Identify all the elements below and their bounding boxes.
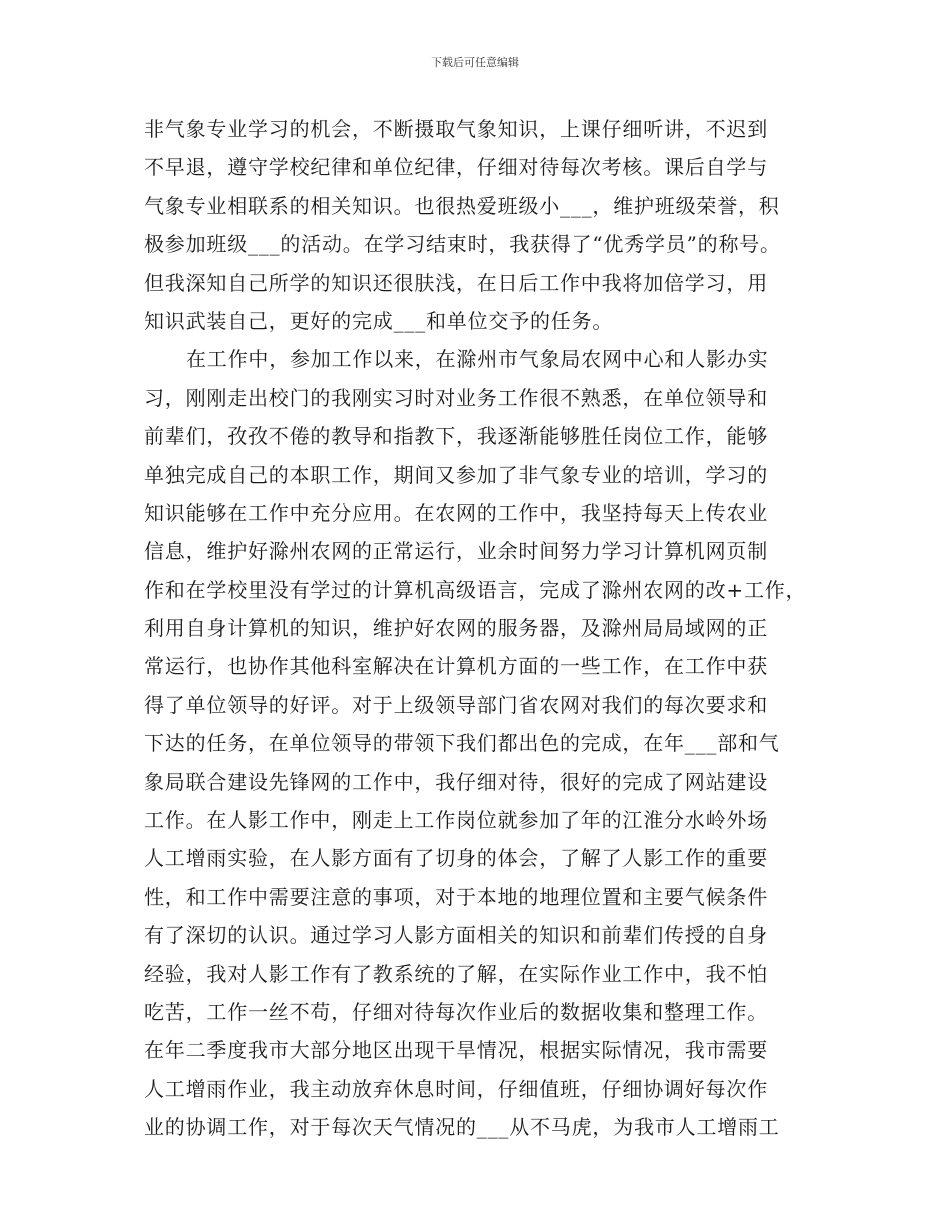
text-line: 人工增雨作业，我主动放弃休息时间，仔细值班，仔细协调好每次作 [144, 1076, 768, 1101]
paragraph-start-line: 在工作中，参加工作以来，在滁州市气象局农网中心和人影办实 [186, 347, 769, 372]
text-line: 作和在学校里没有学过的计算机高级语言，完成了滁州农网的改+工作， [144, 577, 807, 602]
text-line: 得了单位领导的好评。对于上级领导部门省农网对我们的每次要求和 [144, 692, 768, 717]
text-line: 单独完成自己的本职工作，期间又参加了非气象专业的培训，学习的 [144, 462, 768, 487]
text-line: 知识能够在工作中充分应用。在农网的工作中，我坚持每天上传农业 [144, 500, 768, 525]
page-header: 下载后可任意编辑 [431, 56, 519, 69]
text-line: 经验，我对人影工作有了教系统的了解，在实际作业工作中，我不怕 [144, 961, 768, 986]
text-line: 信息，维护好滁州农网的正常运行，业余时间努力学习计算机网页制 [144, 539, 768, 564]
text-line: 工作。在人影工作中，刚走上工作岗位就参加了年的江淮分水岭外场 [144, 808, 768, 833]
text-line: 利用自身计算机的知识，维护好农网的服务器，及滁州局局域网的正 [144, 616, 768, 641]
text-line: 业的协调工作，对于每次天气情况的___从不马虎，为我市人工增雨工 [144, 1115, 780, 1140]
text-line: 常运行，也协作其他科室解决在计算机方面的一些工作，在工作中获 [144, 654, 768, 679]
text-line: 前辈们，孜孜不倦的教导和指教下，我逐渐能够胜任岗位工作，能够 [144, 424, 768, 449]
text-line: 象局联合建设先锋网的工作中，我仔细对待，很好的完成了网站建设 [144, 769, 768, 794]
text-line: 非气象专业学习的机会，不断摄取气象知识，上课仔细听讲，不迟到 [144, 117, 768, 141]
body-text [144, 110, 824, 1147]
text-line: 但我深知自己所学的知识还很肤浅，在日后工作中我将加倍学习，用 [144, 270, 768, 295]
text-line: 在年二季度我市大部分地区出现干旱情况，根据实际情况，我市需要 [144, 1038, 768, 1063]
text-line: 知识武装自己，更好的完成___和单位交予的任务。 [144, 308, 614, 333]
text-line: 习，刚刚走出校门的我刚实习时对业务工作很不熟悉，在单位领导和 [144, 385, 768, 410]
text-line: 不早退，遵守学校纪律和单位纪律，仔细对待每次考核。课后自学与 [144, 155, 768, 180]
text-line: 有了深切的认识。通过学习人影方面相关的知识和前辈们传授的自身 [144, 923, 768, 948]
text-line: 性，和工作中需要注意的事项，对于本地的地理位置和主要气候条件 [144, 884, 768, 909]
text-line: 人工增雨实验，在人影方面有了切身的体会，了解了人影工作的重要 [144, 846, 768, 871]
text-line: 下达的任务，在单位领导的带领下我们都出色的完成，在年___部和气 [144, 731, 780, 756]
text-line: 气象专业相联系的相关知识。也很热爱班级小___，维护班级荣誉，积 [144, 193, 780, 218]
text-line: 吃苦，工作一丝不苟，仔细对待每次作业后的数据收集和整理工作。 [144, 999, 768, 1024]
text-line: 极参加班级___的活动。在学习结束时，我获得了“优秀学员”的称号。 [144, 232, 781, 257]
